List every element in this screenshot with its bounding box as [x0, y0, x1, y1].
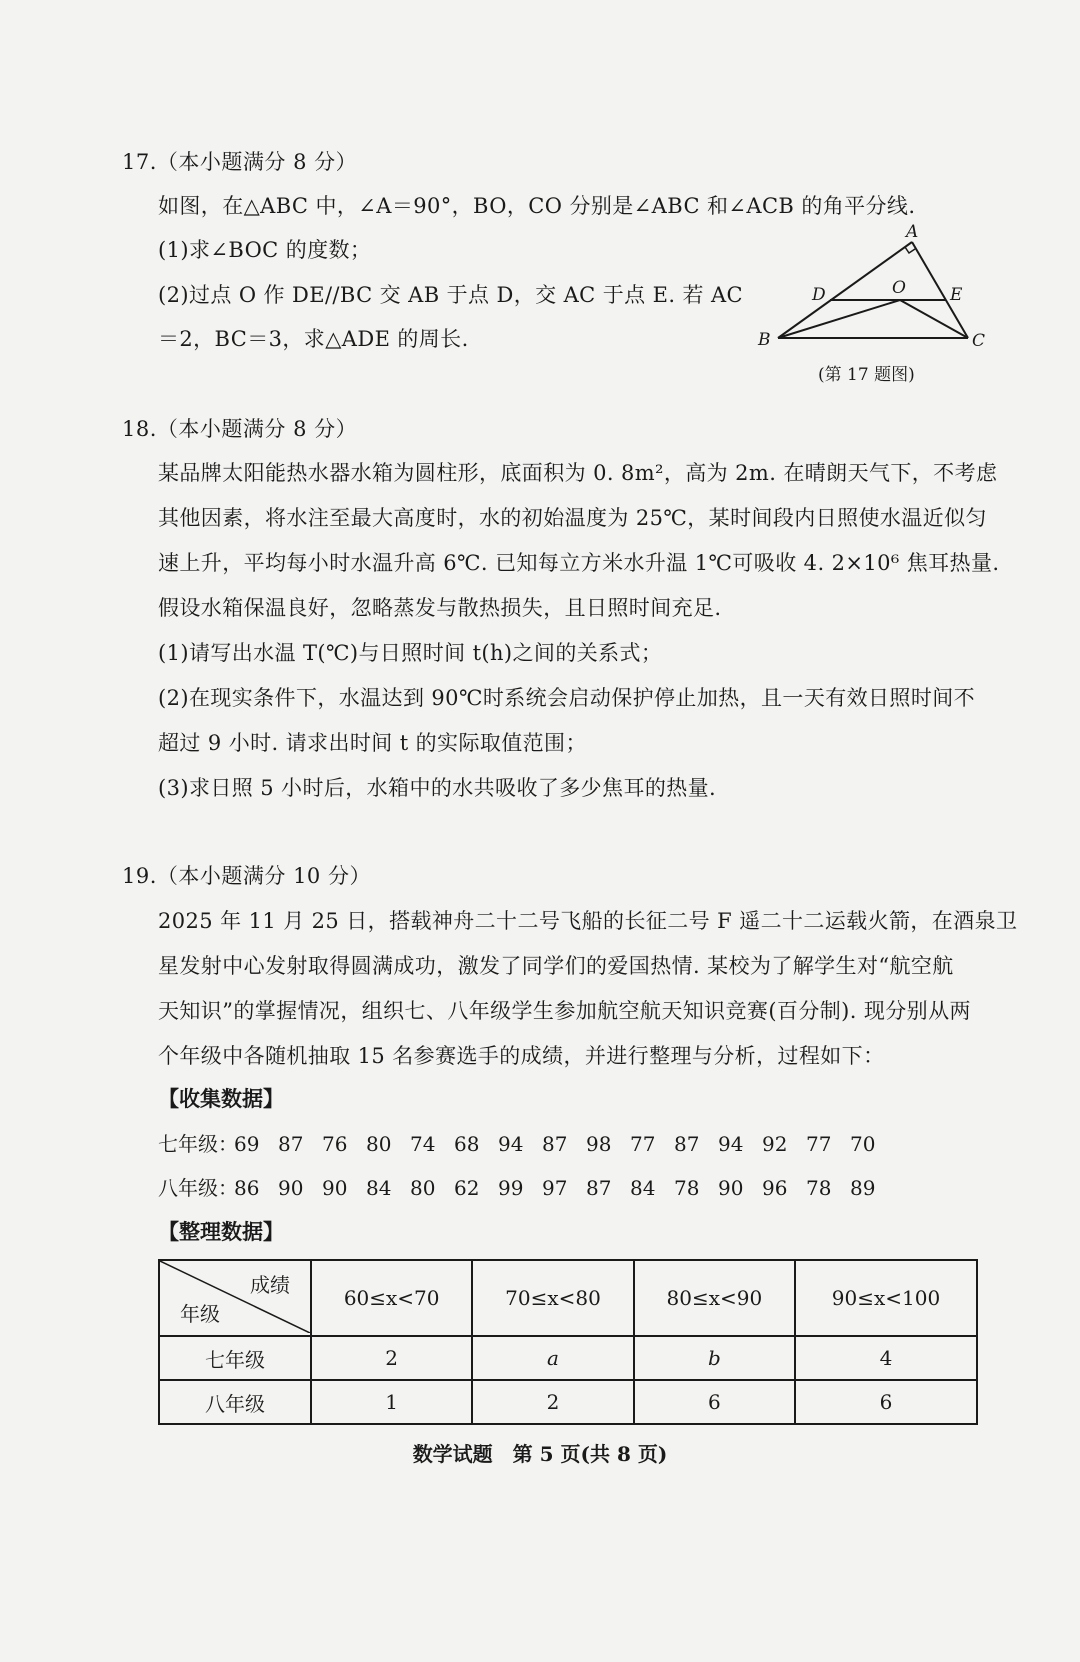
- q17-triangle-figure: [750, 220, 1000, 360]
- score-value: 92: [762, 1132, 788, 1156]
- score-value: 62: [454, 1176, 480, 1200]
- label-c: C: [972, 331, 986, 351]
- row-grade-label: 八年级: [159, 1380, 311, 1424]
- grade7-scores: [234, 1132, 894, 1156]
- collect-data-heading: 【收集数据】: [158, 1086, 284, 1111]
- score-value: 78: [674, 1176, 700, 1200]
- score-value: 76: [322, 1132, 348, 1156]
- page-footer: 数学试题 第 5 页(共 8 页): [412, 1442, 668, 1466]
- q19-line-2: 星发射中心发射取得圆满成功，激发了同学们的爱国热情. 某校为了解学生对“航空航: [158, 954, 954, 978]
- score-value: 70: [850, 1132, 876, 1156]
- frequency-table: [158, 1259, 978, 1425]
- score-value: 96: [762, 1176, 788, 1200]
- q19-line-1: 2025 年 11 月 25 日，搭载神舟二十二号飞船的长征二号 F 遥二十二运载火箭，在酒泉卫: [158, 909, 1018, 933]
- q19-line-4: 个年级中各随机抽取 15 名参赛选手的成绩，并进行整理与分析，过程如下：: [158, 1044, 885, 1068]
- score-value: 90: [322, 1176, 348, 1200]
- score-value: 98: [586, 1132, 612, 1156]
- q17-figure-caption: (第 17 题图): [818, 365, 915, 385]
- cell: 2: [472, 1380, 633, 1424]
- q18-line-1: 某品牌太阳能热水器水箱为圆柱形，底面积为 0. 8m²，高为 2m. 在晴朗天气下，不考虑: [158, 461, 998, 485]
- score-value: 87: [674, 1132, 700, 1156]
- table-corner-cell: [159, 1260, 311, 1336]
- table-row: [159, 1336, 977, 1380]
- score-value: 80: [410, 1176, 436, 1200]
- score-value: 77: [630, 1132, 656, 1156]
- q19-title: 19.（本小题满分 10 分）: [122, 864, 371, 888]
- q18-part-2-cont: 超过 9 小时. 请求出时间 t 的实际取值范围；: [158, 731, 587, 755]
- header-range-2: 70≤x<80: [472, 1260, 633, 1336]
- score-value: 68: [454, 1132, 480, 1156]
- score-value: 90: [718, 1176, 744, 1200]
- score-value: 94: [718, 1132, 744, 1156]
- q17-title: 17.（本小题满分 8 分）: [122, 150, 358, 174]
- score-value: 80: [366, 1132, 392, 1156]
- q17-part-2-cont: ＝2，BC＝3，求△ADE 的周长.: [158, 327, 469, 351]
- score-value: 97: [542, 1176, 568, 1200]
- label-a: A: [906, 222, 919, 242]
- q18-part-3: (3)求日照 5 小时后，水箱中的水共吸收了多少焦耳的热量.: [158, 776, 717, 800]
- score-value: 78: [806, 1176, 832, 1200]
- cell: 6: [634, 1380, 795, 1424]
- header-range-1: 60≤x<70: [311, 1260, 472, 1336]
- score-value: 77: [806, 1132, 832, 1156]
- q18-line-4: 假设水箱保温良好，忽略蒸发与散热损失，且日照时间充足.: [158, 596, 722, 620]
- label-e: E: [950, 285, 963, 305]
- cell: 2: [311, 1336, 472, 1380]
- cell: b: [634, 1336, 795, 1380]
- grade8-scores: [234, 1176, 894, 1200]
- segment-bo: [778, 300, 900, 338]
- score-value: 69: [234, 1132, 260, 1156]
- score-value: 87: [542, 1132, 568, 1156]
- q18-title: 18.（本小题满分 8 分）: [122, 417, 358, 441]
- score-value: 99: [498, 1176, 524, 1200]
- right-angle-mark: [905, 247, 915, 253]
- label-o: O: [892, 278, 906, 298]
- score-value: 84: [630, 1176, 656, 1200]
- grade8-scores-row: [158, 1172, 894, 1201]
- q17-part-2: (2)过点 O 作 DE//BC 交 AB 于点 D，交 AC 于点 E. 若 AC: [158, 283, 743, 307]
- corner-grade-label: 年级: [180, 1302, 220, 1326]
- header-range-4: 90≤x<100: [795, 1260, 977, 1336]
- table-row: [159, 1380, 977, 1424]
- organize-data-heading: 【整理数据】: [158, 1219, 284, 1244]
- label-d: D: [812, 285, 826, 305]
- score-value: 89: [850, 1176, 876, 1200]
- cell: 1: [311, 1380, 472, 1424]
- score-value: 94: [498, 1132, 524, 1156]
- score-value: 90: [278, 1176, 304, 1200]
- cell: 6: [795, 1380, 977, 1424]
- score-value: 87: [278, 1132, 304, 1156]
- table-header-row: [159, 1260, 977, 1336]
- q18-part-1: (1)请写出水温 T(℃)与日照时间 t(h)之间的关系式；: [158, 641, 663, 665]
- row-grade-label: 七年级: [159, 1336, 311, 1380]
- q18-part-2: (2)在现实条件下，水温达到 90℃时系统会启动保护停止加热，且一天有效日照时间不: [158, 686, 976, 710]
- grade7-scores-row: [158, 1128, 894, 1157]
- label-b: B: [758, 330, 771, 350]
- cell: 4: [795, 1336, 977, 1380]
- cell: a: [472, 1336, 633, 1380]
- corner-score-label: 成绩: [250, 1273, 290, 1297]
- score-value: 84: [366, 1176, 392, 1200]
- header-range-3: 80≤x<90: [634, 1260, 795, 1336]
- score-value: 74: [410, 1132, 436, 1156]
- q17-part-1: (1)求∠BOC 的度数；: [158, 238, 372, 262]
- grade8-label: 八年级：: [158, 1176, 238, 1200]
- q19-line-3: 天知识”的掌握情况，组织七、八年级学生参加航空航天知识竞赛(百分制). 现分别从两: [158, 999, 971, 1023]
- q17-line-1: 如图，在△ABC 中，∠A＝90°，BO，CO 分别是∠ABC 和∠ACB 的角平分线.: [158, 194, 916, 218]
- score-value: 87: [586, 1176, 612, 1200]
- q18-line-3: 速上升，平均每小时水温升高 6℃. 已知每立方米水升温 1℃可吸收 4. 2×10⁶ 焦耳热量.: [158, 551, 1000, 575]
- score-value: 86: [234, 1176, 260, 1200]
- grade7-label: 七年级：: [158, 1132, 238, 1156]
- q18-line-2: 其他因素，将水注至最大高度时，水的初始温度为 25℃，某时间段内日照使水温近似匀: [158, 506, 987, 530]
